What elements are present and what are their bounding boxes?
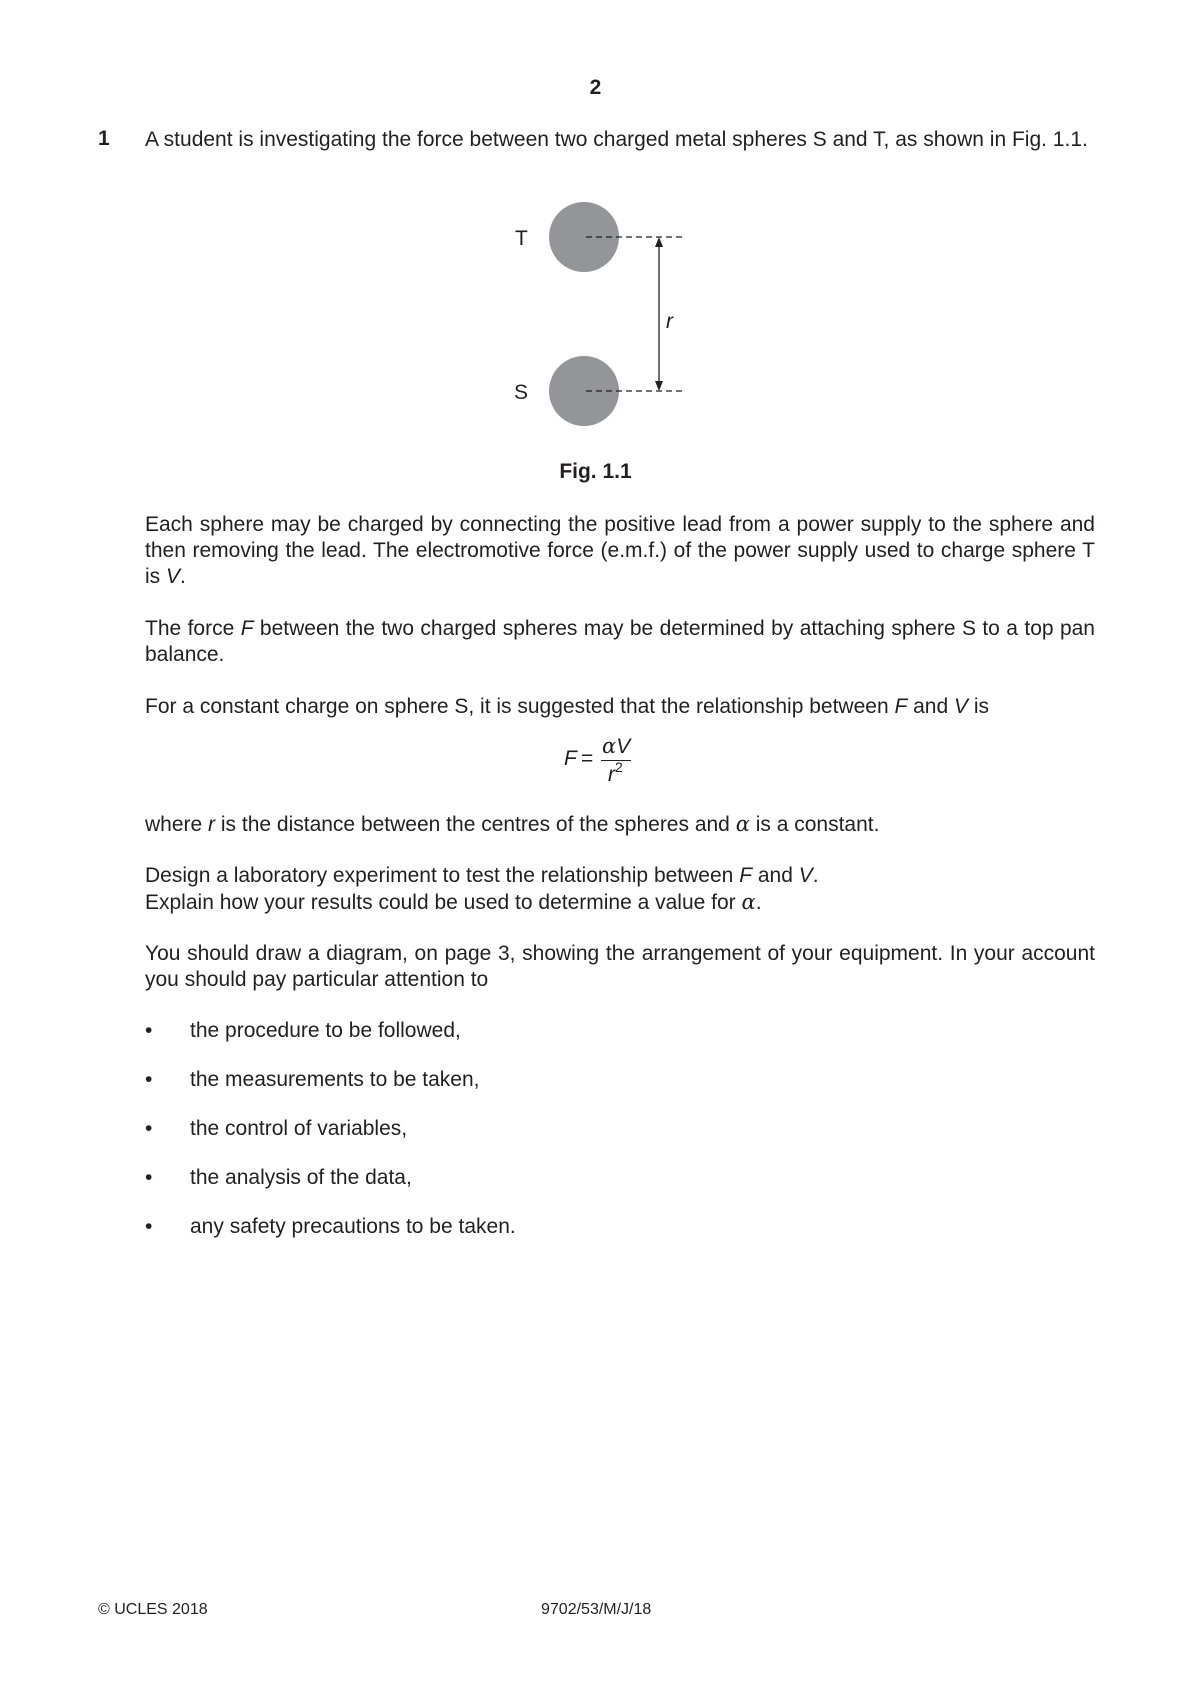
arrowhead-down bbox=[655, 381, 663, 391]
bullet-dot: • bbox=[145, 1215, 153, 1238]
bullet-item: any safety precautions to be taken. bbox=[190, 1215, 516, 1238]
paragraph-force: The force F between the two charged spheres may be determined by attaching sphere S to a top pan balance. bbox=[145, 617, 1095, 666]
bullet-dot: • bbox=[145, 1068, 153, 1091]
paragraph-relationship: For a constant charge on sphere S, it is suggested that the relationship between F and V is bbox=[145, 695, 990, 718]
bullet-item: the analysis of the data, bbox=[190, 1166, 412, 1189]
question-number: 1 bbox=[98, 127, 110, 150]
paragraph-definitions: where r is the distance between the centres of the spheres and α is a constant. bbox=[145, 812, 880, 836]
task-line-1: Design a laboratory experiment to test the relationship between F and V. bbox=[145, 864, 819, 887]
equation-denominator: $r^2$ bbox=[608, 759, 623, 786]
paragraph-charging: Each sphere may be charged by connecting the positive lead from a power supply to the sphere and then removing the lead. The electromotive force (e.m.f.) of the power supply used to charge sphere T is V. bbox=[145, 513, 1095, 588]
figure-1-1 bbox=[0, 0, 1191, 440]
bullet-dot: • bbox=[145, 1117, 153, 1140]
equation-lhs: F bbox=[564, 747, 577, 770]
footer-copyright: © UCLES 2018 bbox=[98, 1601, 208, 1618]
paragraph-task bbox=[145, 863, 1095, 916]
bullet-dot: • bbox=[145, 1166, 153, 1189]
bullet-dot: • bbox=[145, 1019, 153, 1042]
footer-paper-code: 9702/53/M/J/18 bbox=[541, 1601, 652, 1618]
label-s: S bbox=[514, 381, 529, 404]
bullet-item: the control of variables, bbox=[190, 1117, 408, 1140]
equation bbox=[560, 734, 650, 794]
paragraph-instructions: You should draw a diagram, on page 3, showing the arrangement of your equipment. In your account you should pay particular attention to bbox=[145, 942, 1095, 991]
question-intro: A student is investigating the force between two charged metal spheres S and T, as shown in Fig. 1.1. bbox=[145, 128, 1088, 151]
arrowhead-up bbox=[655, 237, 663, 247]
label-t: T bbox=[515, 227, 528, 250]
page-number: 2 bbox=[589, 76, 602, 99]
label-r: r bbox=[666, 310, 673, 333]
bullet-item: the procedure to be followed, bbox=[190, 1019, 461, 1042]
equation-numerator: αV bbox=[602, 734, 631, 758]
figure-caption: Fig. 1.1 bbox=[559, 460, 632, 483]
task-line-2: Explain how your results could be used to determine a value for α. bbox=[145, 890, 762, 914]
equation-equals: = bbox=[581, 747, 594, 770]
bullet-item: the measurements to be taken, bbox=[190, 1068, 480, 1091]
